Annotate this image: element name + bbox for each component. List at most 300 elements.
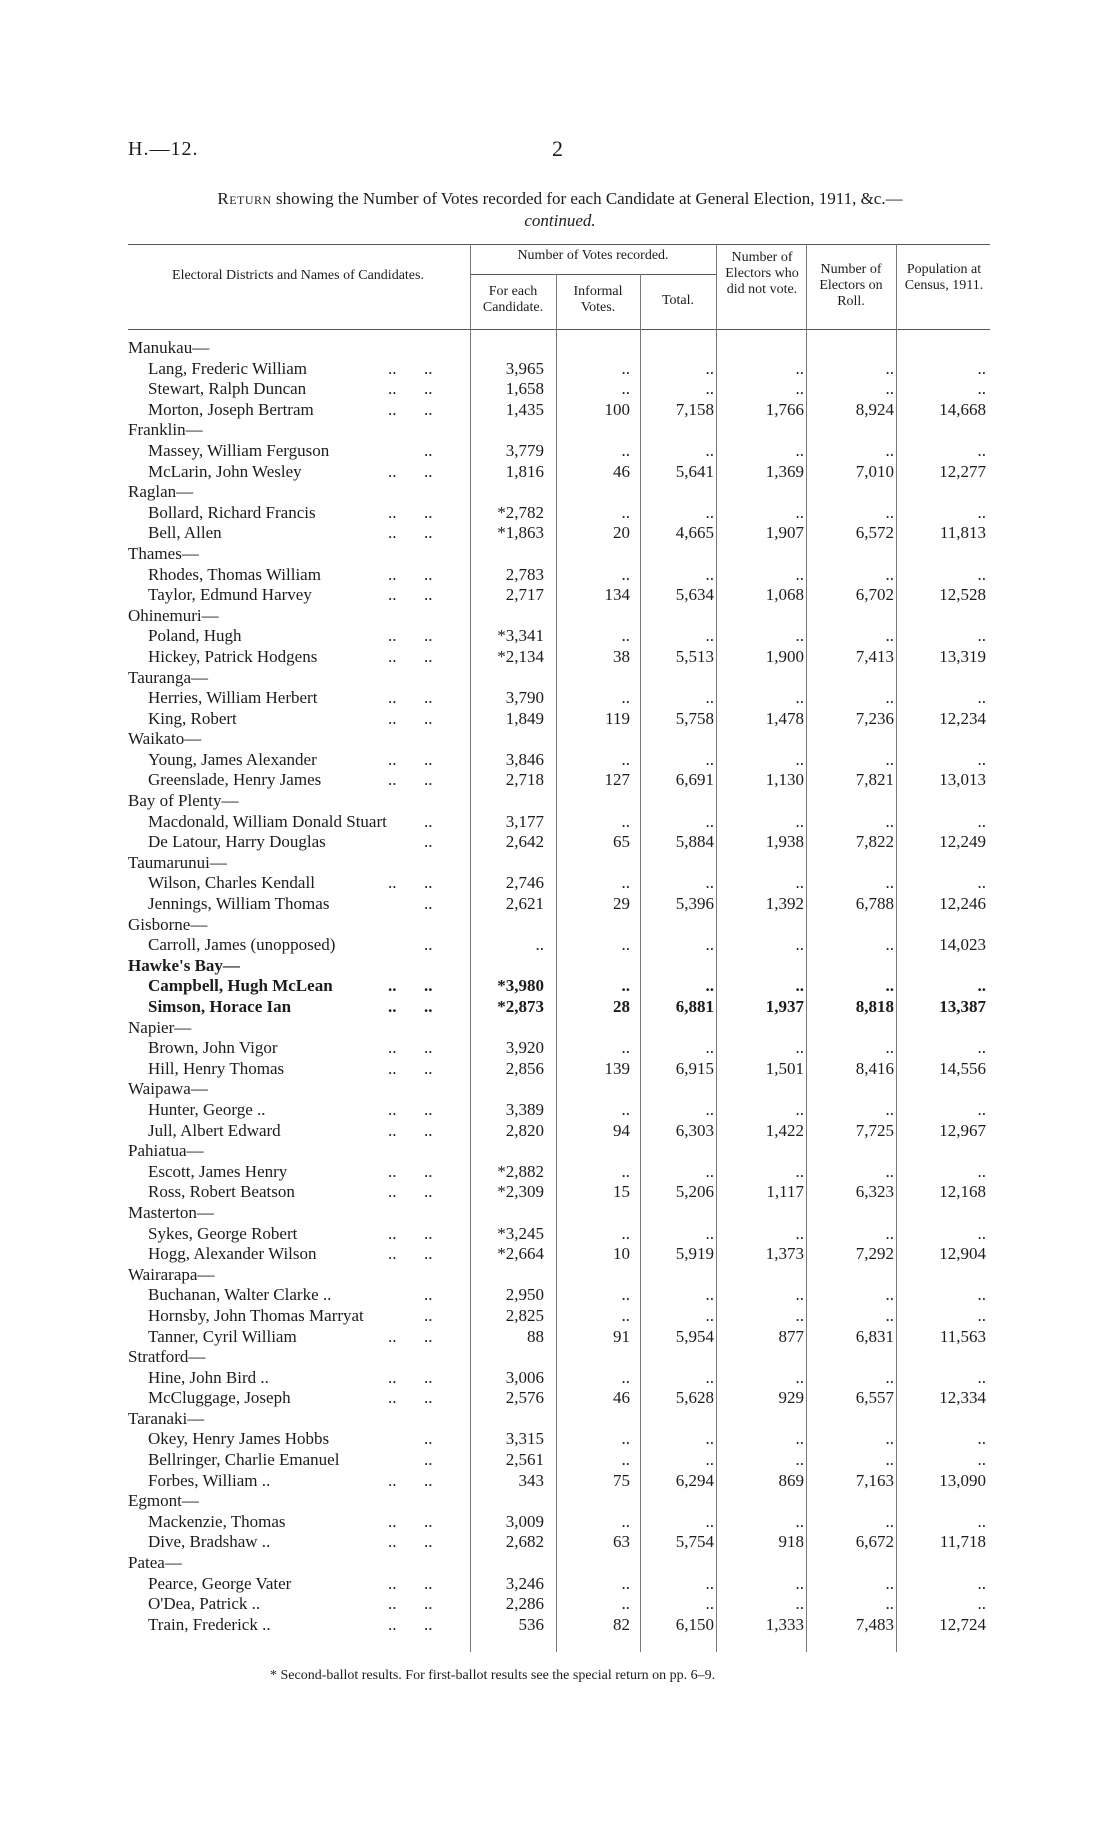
candidate-row	[128, 1594, 986, 1615]
electors-not-voted	[714, 791, 804, 812]
candidate-row	[128, 1059, 986, 1080]
candidate-row	[128, 1162, 986, 1183]
population-census: 14,668	[939, 399, 986, 419]
electors-not-voted: 869	[778, 1470, 804, 1490]
leader-dots	[388, 420, 424, 441]
candidate-row	[128, 1285, 986, 1306]
electors-not-voted	[714, 915, 804, 936]
votes-for-candidate: *2,873	[497, 997, 544, 1016]
electors-not-voted: ..	[795, 1161, 804, 1181]
informal-votes: ..	[621, 1450, 630, 1470]
votes-for-candidate: 2,825	[505, 1305, 544, 1325]
population-census: ..	[977, 749, 986, 769]
leader-dots: ..	[388, 1594, 397, 1614]
header-bottom-rule	[128, 329, 990, 330]
votes-for-candidate: 2,717	[505, 585, 544, 605]
leader-dots	[424, 915, 460, 936]
candidate-name: Jennings, William Thomas	[148, 894, 330, 914]
leader-dots: ..	[424, 564, 433, 584]
population-census: 11,813	[939, 523, 986, 543]
informal-votes: ..	[621, 440, 630, 460]
header-on-roll: Number of Electors on Roll.	[819, 262, 883, 309]
electors-on-roll: 6,702	[855, 585, 894, 605]
population-census: ..	[977, 688, 986, 708]
district-row	[128, 1141, 986, 1162]
votes-for-candidate	[460, 338, 544, 359]
votes-for-candidate: 2,820	[505, 1120, 544, 1140]
leader-dots	[424, 956, 460, 977]
population-census: ..	[977, 1594, 986, 1614]
total-votes	[630, 1553, 714, 1574]
population-census: ..	[977, 626, 986, 646]
informal-votes	[544, 915, 630, 936]
electors-not-voted: 1,937	[765, 997, 804, 1016]
electors-not-voted: ..	[795, 811, 804, 831]
leader-dots	[388, 1347, 424, 1368]
leader-dots: ..	[424, 379, 433, 399]
top-rule	[128, 244, 990, 245]
leader-dots	[388, 1079, 424, 1100]
district-row	[128, 420, 986, 441]
candidate-name: Bellringer, Charlie Emanuel	[148, 1450, 340, 1470]
leader-dots: ..	[424, 502, 433, 522]
candidate-row	[128, 1100, 986, 1121]
candidate-row	[128, 1368, 986, 1389]
informal-votes: 100	[604, 399, 630, 419]
footnote: * Second-ballot results. For first-ballot results see the special return on pp. 6–9.	[270, 1668, 716, 1683]
leader-dots: ..	[424, 770, 433, 790]
population-census: ..	[977, 440, 986, 460]
population-census	[894, 729, 986, 750]
leader-dots	[424, 668, 460, 689]
leader-dots: ..	[424, 1182, 433, 1202]
electors-not-voted: 1,369	[765, 461, 804, 481]
candidate-name: Campbell, Hugh McLean	[148, 976, 333, 996]
electors-on-roll: ..	[885, 1511, 894, 1531]
population-census: 12,904	[939, 1244, 986, 1264]
population-census: ..	[977, 1285, 986, 1305]
electors-not-voted: 1,900	[765, 646, 804, 666]
leader-dots: ..	[388, 1367, 397, 1387]
electors-not-voted: ..	[795, 626, 804, 646]
electors-on-roll: ..	[885, 1594, 894, 1614]
leader-dots: ..	[388, 688, 397, 708]
leader-dots	[388, 1306, 424, 1327]
district-row	[128, 606, 986, 627]
population-census: 12,249	[939, 832, 986, 852]
electors-not-voted: 918	[778, 1532, 804, 1552]
total-votes	[630, 1018, 714, 1039]
electors-not-voted: ..	[795, 1573, 804, 1593]
leader-dots: ..	[424, 1532, 433, 1552]
leader-dots: ..	[388, 523, 397, 543]
electors-on-roll	[804, 1553, 894, 1574]
electors-not-voted	[714, 544, 804, 565]
electors-not-voted: ..	[795, 976, 804, 996]
candidate-row	[128, 626, 986, 647]
informal-votes: 94	[613, 1120, 630, 1140]
total-votes: 5,628	[675, 1388, 714, 1408]
total-votes	[630, 1491, 714, 1512]
leader-dots	[424, 1203, 460, 1224]
leader-dots: ..	[388, 646, 397, 666]
candidate-name: Forbes, William ..	[148, 1470, 271, 1490]
total-votes	[630, 1203, 714, 1224]
total-votes: 4,665	[675, 523, 714, 543]
leader-dots	[424, 338, 460, 359]
candidate-name: Hickey, Patrick Hodgens	[148, 646, 318, 666]
votes-group-rule	[470, 274, 716, 275]
population-census	[894, 668, 986, 689]
candidate-name: McLarin, John Wesley	[148, 461, 302, 481]
leader-dots	[424, 1018, 460, 1039]
population-census	[894, 1491, 986, 1512]
informal-votes: 15	[613, 1182, 630, 1202]
total-votes: 6,691	[675, 770, 714, 790]
leader-dots: ..	[388, 1470, 397, 1490]
total-votes: 6,150	[675, 1614, 714, 1634]
informal-votes: 10	[613, 1244, 630, 1264]
electors-on-roll: 7,163	[855, 1470, 894, 1490]
leader-dots	[388, 894, 424, 915]
informal-votes	[544, 1141, 630, 1162]
leader-dots: ..	[424, 1573, 433, 1593]
total-votes: ..	[705, 1594, 714, 1614]
candidate-row	[128, 1471, 986, 1492]
population-census: ..	[977, 1223, 986, 1243]
informal-votes: 91	[613, 1326, 630, 1346]
leader-dots	[388, 935, 424, 956]
electors-on-roll: 6,572	[855, 523, 894, 543]
leader-dots	[388, 956, 424, 977]
informal-votes: ..	[621, 502, 630, 522]
candidate-name: Stewart, Ralph Duncan	[148, 379, 307, 399]
total-votes: ..	[705, 358, 714, 378]
electors-on-roll	[804, 1141, 894, 1162]
district-row	[128, 1409, 986, 1430]
informal-votes: ..	[621, 358, 630, 378]
electors-on-roll	[804, 956, 894, 977]
electors-not-voted	[714, 482, 804, 503]
informal-votes	[544, 1491, 630, 1512]
informal-votes	[544, 1018, 630, 1039]
candidate-name: Sykes, George Robert	[148, 1223, 298, 1243]
leader-dots	[388, 1429, 424, 1450]
candidate-row	[128, 359, 986, 380]
population-census	[894, 606, 986, 627]
candidate-row	[128, 1224, 986, 1245]
informal-votes	[544, 482, 630, 503]
informal-votes: ..	[621, 1223, 630, 1243]
electors-on-roll	[804, 420, 894, 441]
leader-dots	[388, 1409, 424, 1430]
electors-not-voted: ..	[795, 1223, 804, 1243]
electors-on-roll: 7,236	[855, 708, 894, 728]
population-census: 14,023	[939, 935, 986, 955]
leader-dots: ..	[424, 832, 433, 852]
informal-votes: ..	[621, 1161, 630, 1181]
candidate-name: Bollard, Richard Francis	[148, 502, 316, 522]
electors-on-roll: 8,416	[855, 1058, 894, 1078]
total-votes: ..	[705, 873, 714, 893]
candidate-row	[128, 1450, 986, 1471]
population-census: 13,013	[939, 770, 986, 790]
leader-dots: ..	[424, 1388, 433, 1408]
leader-dots: ..	[424, 626, 433, 646]
leader-dots: ..	[424, 1305, 433, 1325]
total-votes	[630, 915, 714, 936]
population-census: ..	[977, 379, 986, 399]
population-census	[894, 915, 986, 936]
population-census: 12,234	[939, 708, 986, 728]
district-row	[128, 853, 986, 874]
total-votes: ..	[705, 1429, 714, 1449]
informal-votes: ..	[621, 1285, 630, 1305]
total-votes: 5,884	[675, 832, 714, 852]
votes-for-candidate	[460, 1079, 544, 1100]
candidate-row	[128, 1574, 986, 1595]
votes-for-candidate	[460, 1347, 544, 1368]
votes-for-candidate: 2,682	[505, 1532, 544, 1552]
electors-on-roll: 8,924	[855, 399, 894, 419]
total-votes	[630, 606, 714, 627]
electors-on-roll: 6,323	[855, 1182, 894, 1202]
candidate-name: Taylor, Edmund Harvey	[148, 585, 312, 605]
total-votes: ..	[705, 564, 714, 584]
candidate-row	[128, 873, 986, 894]
candidate-row	[128, 770, 986, 791]
electors-on-roll: ..	[885, 688, 894, 708]
district-name: Taumarunui—	[128, 852, 227, 872]
leader-dots: ..	[388, 1120, 397, 1140]
total-votes: ..	[705, 1099, 714, 1119]
electors-on-roll: 7,292	[855, 1244, 894, 1264]
informal-votes: ..	[621, 749, 630, 769]
total-votes: ..	[705, 1285, 714, 1305]
total-votes	[630, 1079, 714, 1100]
candidate-row	[128, 379, 986, 400]
population-census: ..	[977, 1450, 986, 1470]
district-row	[128, 791, 986, 812]
total-votes: ..	[705, 1161, 714, 1181]
candidate-name: Buchanan, Walter Clarke ..	[148, 1285, 332, 1305]
title-continued: continued.	[524, 211, 596, 230]
votes-for-candidate: 2,576	[505, 1388, 544, 1408]
total-votes: 5,513	[675, 646, 714, 666]
electors-not-voted: ..	[795, 1450, 804, 1470]
candidate-row	[128, 647, 986, 668]
electors-not-voted: 1,068	[765, 585, 804, 605]
district-name: Masterton—	[128, 1202, 214, 1222]
population-census: 12,528	[939, 585, 986, 605]
informal-votes: ..	[621, 811, 630, 831]
total-votes	[630, 853, 714, 874]
candidate-name: Dive, Bradshaw ..	[148, 1532, 271, 1552]
leader-dots	[388, 1553, 424, 1574]
informal-votes: 38	[613, 646, 630, 666]
leader-dots	[388, 1203, 424, 1224]
electors-on-roll	[804, 791, 894, 812]
votes-for-candidate: *3,980	[497, 976, 544, 996]
leader-dots: ..	[424, 1614, 433, 1634]
total-votes: ..	[705, 626, 714, 646]
leader-dots: ..	[424, 1470, 433, 1490]
votes-for-candidate: 1,849	[505, 708, 544, 728]
district-name: Wairarapa—	[128, 1264, 215, 1284]
candidate-name: Massey, William Ferguson	[148, 440, 330, 460]
leader-dots	[388, 812, 424, 833]
leader-dots: ..	[424, 1244, 433, 1264]
votes-for-candidate: 2,621	[505, 894, 544, 914]
district-row	[128, 338, 986, 359]
total-votes: 5,954	[675, 1326, 714, 1346]
candidate-row	[128, 523, 986, 544]
district-name: Egmont—	[128, 1491, 199, 1511]
total-votes	[630, 1409, 714, 1430]
leader-dots: ..	[388, 379, 397, 399]
document-reference: H.—12.	[128, 138, 199, 160]
total-votes: 5,754	[675, 1532, 714, 1552]
candidate-row	[128, 503, 986, 524]
total-votes	[630, 1141, 714, 1162]
leader-dots: ..	[424, 399, 433, 419]
candidate-name: Escott, James Henry	[148, 1161, 288, 1181]
leader-dots	[424, 420, 460, 441]
informal-votes: 139	[604, 1058, 630, 1078]
leader-dots	[424, 606, 460, 627]
electors-on-roll: ..	[885, 1285, 894, 1305]
electors-on-roll	[804, 915, 894, 936]
votes-for-candidate	[460, 956, 544, 977]
votes-for-candidate: 2,286	[505, 1594, 544, 1614]
population-census	[894, 1079, 986, 1100]
candidate-row	[128, 1244, 986, 1265]
leader-dots: ..	[424, 894, 433, 914]
informal-votes: 127	[604, 770, 630, 790]
votes-for-candidate: 1,435	[505, 399, 544, 419]
informal-votes	[544, 544, 630, 565]
population-census: ..	[977, 502, 986, 522]
district-row	[128, 1265, 986, 1286]
electors-not-voted: 1,333	[765, 1614, 804, 1634]
electors-not-voted	[714, 729, 804, 750]
district-name: Raglan—	[128, 482, 194, 502]
informal-votes: ..	[621, 1305, 630, 1325]
electors-not-voted	[714, 338, 804, 359]
population-census: ..	[977, 811, 986, 831]
votes-for-candidate	[460, 1553, 544, 1574]
electors-not-voted	[714, 606, 804, 627]
votes-for-candidate	[460, 1141, 544, 1162]
leader-dots: ..	[424, 440, 433, 460]
population-census: 12,724	[939, 1614, 986, 1634]
leader-dots: ..	[424, 1429, 433, 1449]
electors-not-voted: ..	[795, 749, 804, 769]
informal-votes: 28	[613, 997, 630, 1016]
page-number: 2	[552, 136, 563, 161]
electors-not-voted: 929	[778, 1388, 804, 1408]
district-row	[128, 1018, 986, 1039]
population-census	[894, 791, 986, 812]
leader-dots	[388, 729, 424, 750]
leader-dots	[424, 1265, 460, 1286]
population-census: 12,277	[939, 461, 986, 481]
leader-dots: ..	[388, 749, 397, 769]
leader-dots: ..	[424, 997, 433, 1016]
population-census: ..	[977, 873, 986, 893]
candidate-row	[128, 565, 986, 586]
electors-not-voted: 1,478	[765, 708, 804, 728]
table-title	[120, 188, 1000, 232]
electors-not-voted: ..	[795, 873, 804, 893]
electors-on-roll	[804, 544, 894, 565]
informal-votes: ..	[621, 1367, 630, 1387]
population-census: ..	[977, 1429, 986, 1449]
informal-votes: ..	[621, 1594, 630, 1614]
electors-not-voted: ..	[795, 935, 804, 955]
candidate-name: Greenslade, Henry James	[148, 770, 322, 790]
informal-votes: ..	[621, 564, 630, 584]
leader-dots	[388, 915, 424, 936]
total-votes	[630, 791, 714, 812]
header-votes-group: Number of Votes recorded.	[517, 248, 669, 263]
district-row	[128, 915, 986, 936]
votes-for-candidate	[460, 729, 544, 750]
informal-votes: ..	[621, 935, 630, 955]
votes-for-candidate	[460, 482, 544, 503]
votes-for-candidate: *1,863	[497, 523, 544, 543]
population-census: 12,334	[939, 1388, 986, 1408]
votes-for-candidate	[460, 853, 544, 874]
total-votes: ..	[705, 1511, 714, 1531]
votes-for-candidate	[460, 1409, 544, 1430]
candidate-name: Hill, Henry Thomas	[148, 1058, 285, 1078]
informal-votes	[544, 1079, 630, 1100]
population-census: ..	[977, 564, 986, 584]
candidate-name: Mackenzie, Thomas	[148, 1511, 286, 1531]
votes-for-candidate: 3,779	[505, 440, 544, 460]
electors-not-voted: ..	[795, 358, 804, 378]
district-row	[128, 1347, 986, 1368]
informal-votes	[544, 791, 630, 812]
electors-not-voted	[714, 1079, 804, 1100]
electors-on-roll: 6,557	[855, 1388, 894, 1408]
electors-not-voted: 1,938	[765, 832, 804, 852]
population-census	[894, 1347, 986, 1368]
electors-on-roll: ..	[885, 358, 894, 378]
total-votes	[630, 729, 714, 750]
electors-not-voted	[714, 1141, 804, 1162]
district-name: Gisborne—	[128, 914, 208, 934]
candidate-row	[128, 1429, 986, 1450]
leader-dots: ..	[388, 1223, 397, 1243]
leader-dots	[388, 1265, 424, 1286]
total-votes: ..	[705, 1305, 714, 1325]
candidate-name: Tanner, Cyril William	[148, 1326, 297, 1346]
leader-dots: ..	[424, 1285, 433, 1305]
leader-dots: ..	[424, 1511, 433, 1531]
population-census: ..	[977, 1038, 986, 1058]
votes-for-candidate: 536	[518, 1614, 544, 1634]
electors-on-roll	[804, 606, 894, 627]
votes-for-candidate: 3,920	[505, 1038, 544, 1058]
leader-dots	[424, 853, 460, 874]
district-row	[128, 1079, 986, 1100]
leader-dots: ..	[388, 399, 397, 419]
informal-votes: ..	[621, 1429, 630, 1449]
total-votes: ..	[705, 935, 714, 955]
district-row	[128, 1203, 986, 1224]
